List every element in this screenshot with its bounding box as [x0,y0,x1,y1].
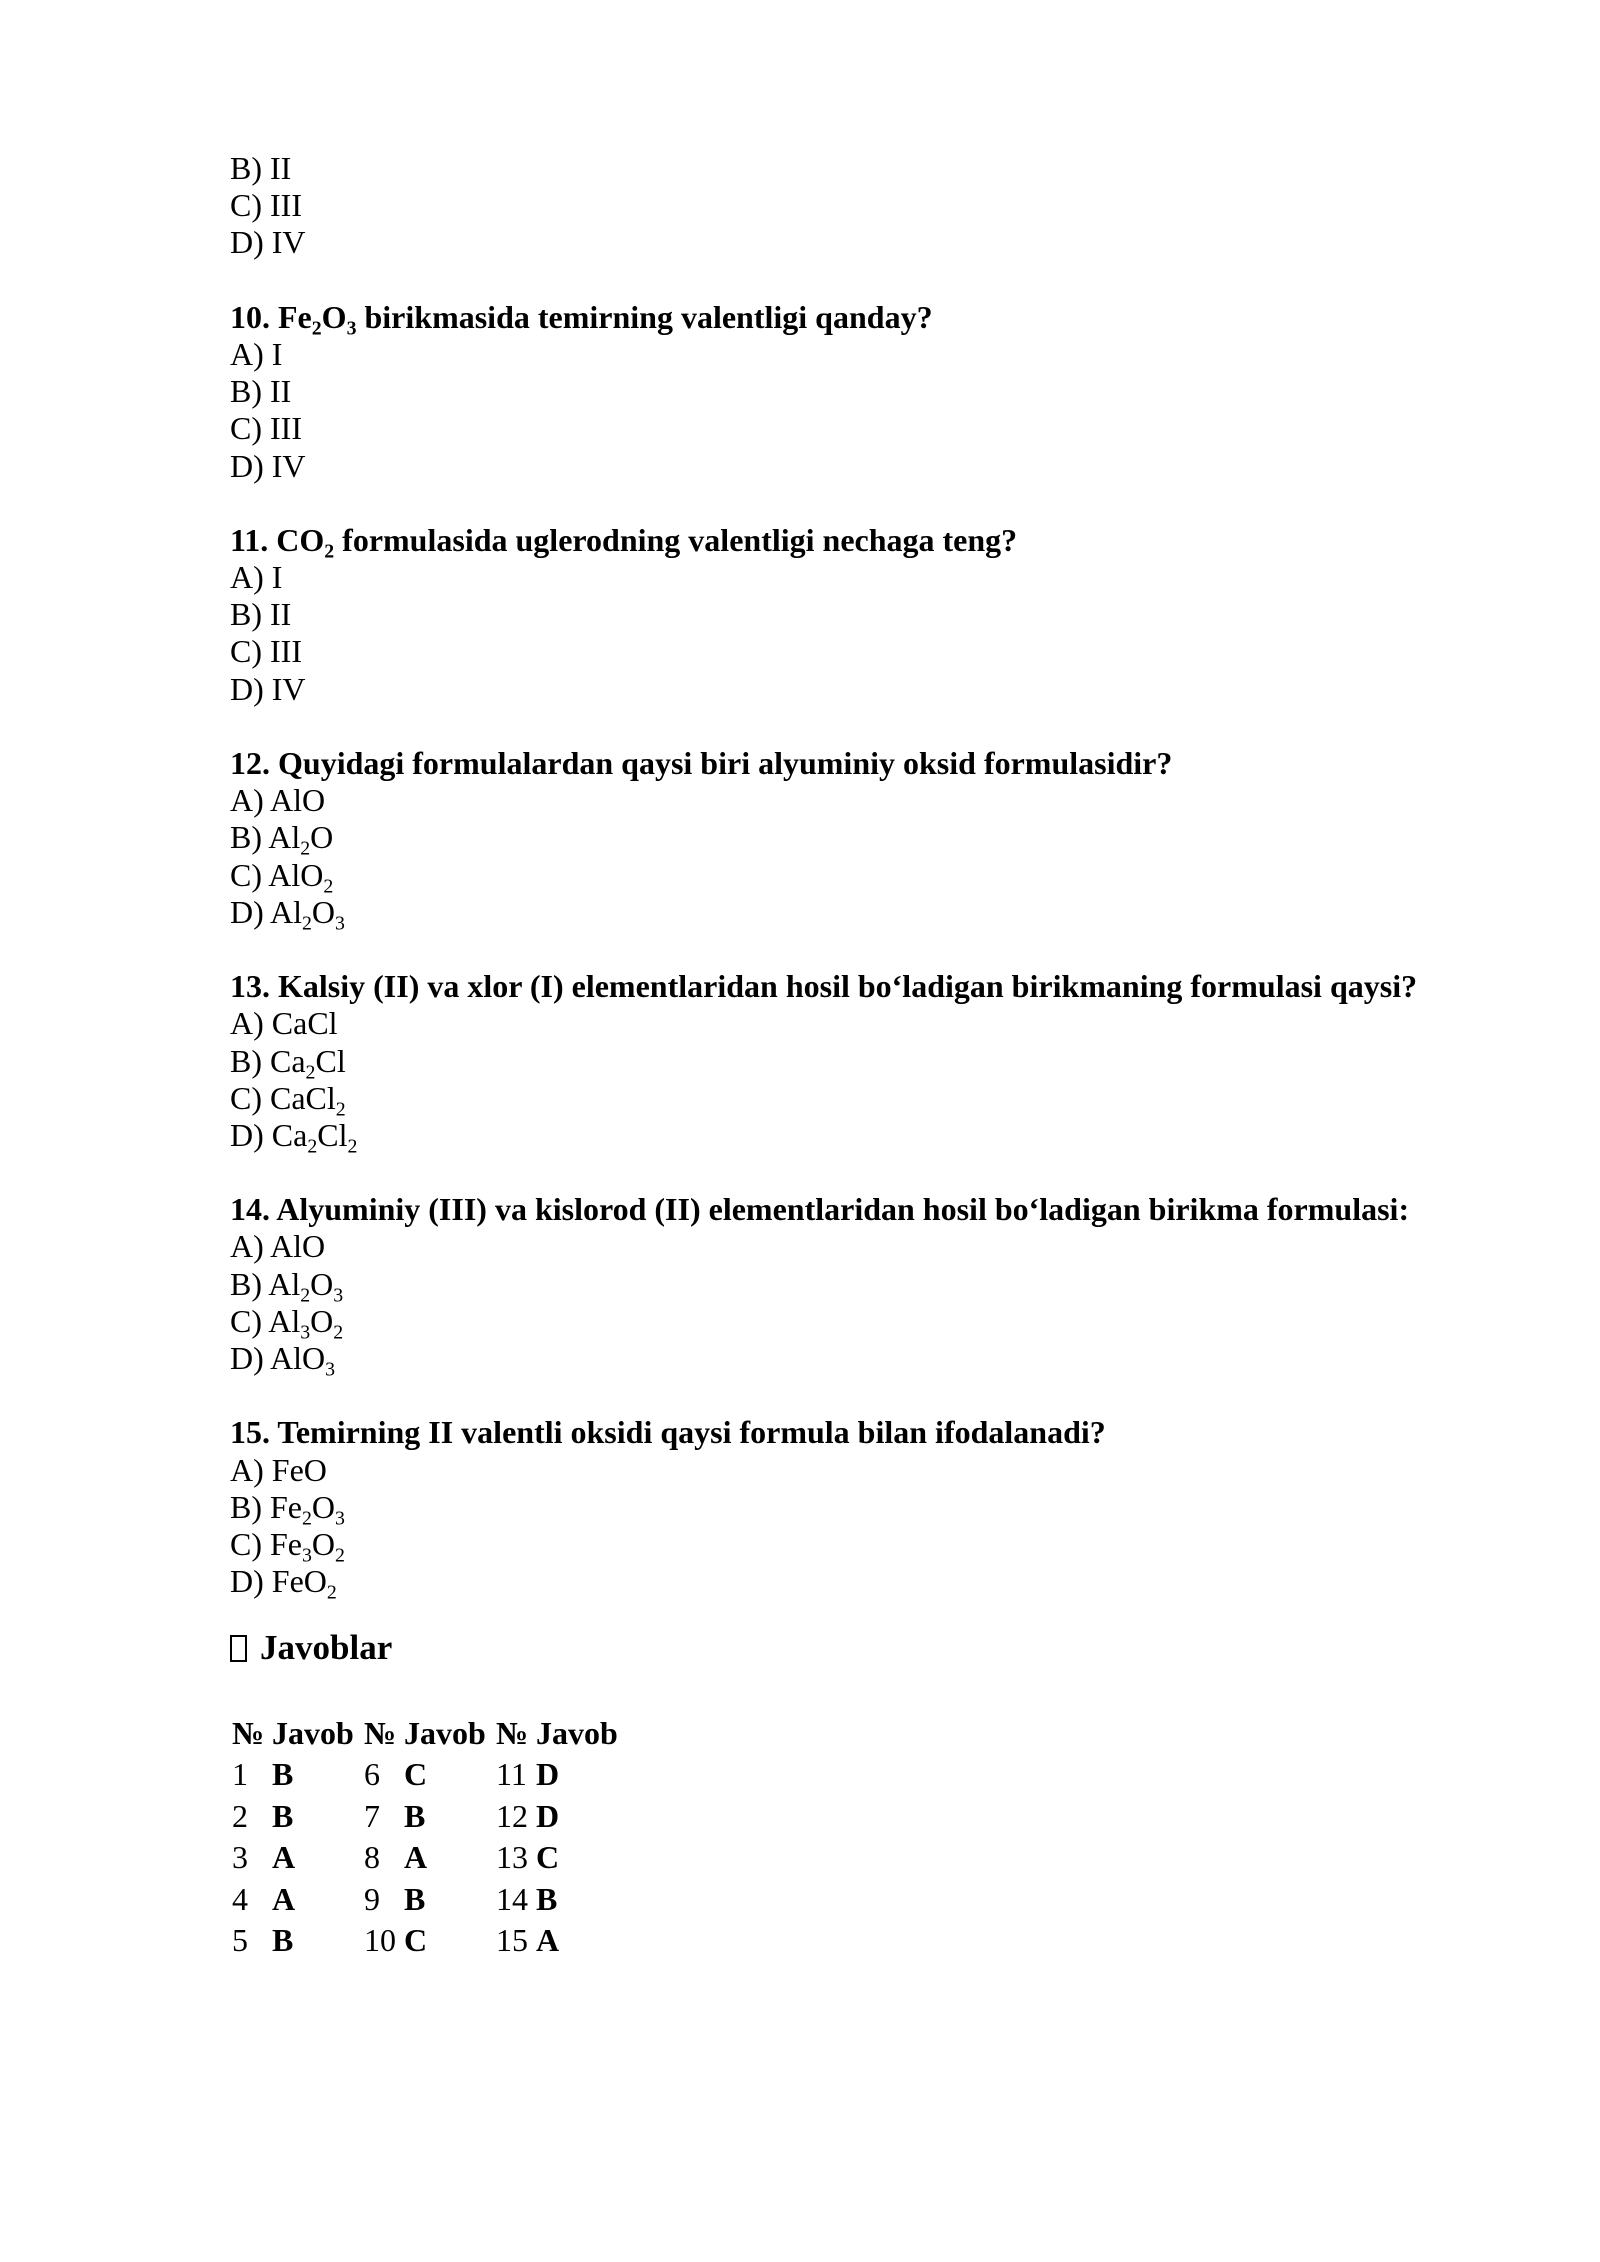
option-line [230,1452,1490,1489]
text-run: C) AlO [230,856,324,893]
answer-letter: C [404,1756,428,1793]
answers-row [232,1878,628,1920]
answer-number: 8 [364,1839,380,1876]
option-line [230,1525,1490,1567]
option-line [230,782,1490,819]
text-run: Alyuminiy (III) va kislorod (II) elementlaridan hosil bo‘ladigan birikma formulasi: [276,1191,1410,1228]
spacer [230,262,1490,299]
text-run: A) I [230,559,283,596]
answers-row [232,1795,628,1837]
option-line [230,633,1490,670]
answers-header-row [232,1712,628,1754]
text-run: C) Fe [230,1525,302,1562]
answer-number: 1 [232,1756,248,1793]
question-block [230,1377,1490,1604]
subscript: 2 [347,1135,358,1158]
text-run: B) Al [230,1265,301,1302]
option-line [230,1265,1490,1306]
option-line [230,1005,1490,1042]
text-run: O [311,1488,336,1525]
text-run: birikmasida temirning valentligi qanday? [356,298,933,335]
previous-question-options [230,150,1490,262]
text-run: A) CaCl [230,1005,338,1042]
text-run: O [310,1265,334,1302]
text-run: O [311,893,336,930]
answer-letter: A [272,1839,296,1876]
option-line [230,819,1490,860]
question-number: 15. [230,1414,270,1451]
subscript: 2 [335,1544,345,1567]
text-run: CO [276,521,325,558]
text-run: A) AlO [230,1228,326,1265]
text-run: C) CaCl [230,1079,336,1116]
text-run: Cl [317,1116,348,1153]
answer-number: 13 [496,1839,528,1876]
text-run: D) Ca [230,1116,308,1153]
answer-letter: C [404,1922,428,1959]
answer-letter: B [272,1922,294,1959]
option-line [230,1079,1490,1121]
subscript: 3 [302,1544,312,1567]
question-block [230,931,1490,1158]
answer-letter: D [536,1797,560,1834]
answer-number: 9 [364,1880,380,1917]
question-title [230,968,1490,1005]
answer-box-icon [230,1635,247,1662]
answer-letter: B [272,1797,294,1834]
document-content [230,150,1490,1961]
option-line [230,893,1490,935]
option-line [230,410,1490,447]
subscript: 3 [335,1507,345,1530]
text-run: A) I [230,335,283,372]
text-run: O [321,298,347,335]
text-run: C) Al [230,1302,301,1339]
answer-number: 5 [232,1922,248,1959]
answer-number: 15 [496,1922,528,1959]
text-run: O [310,819,334,856]
option-line [230,336,1490,373]
subscript: 2 [300,1283,311,1306]
question-title [230,1414,1490,1451]
header-number: № [364,1714,397,1751]
text-run: D) IV [230,670,306,707]
text-run: B) II [230,373,292,410]
answer-letter: A [536,1922,560,1959]
text-run: A) FeO [230,1451,327,1488]
answer-number: 3 [232,1839,248,1876]
subscript: 3 [346,317,357,340]
subscript: 2 [307,1135,318,1158]
subscript: 2 [300,837,311,860]
header-number: № [232,1714,265,1751]
option-line: B) II [230,150,292,186]
subscript: 3 [335,912,345,935]
answer-number: 12 [496,1797,528,1834]
spacer [230,931,1490,968]
text-run: O [310,1302,334,1339]
text-run: Temirning II valentli oksidi qaysi formula bilan ifodalanadi? [277,1414,1106,1451]
subscript: 2 [324,540,335,563]
question-number: 13. [230,968,270,1005]
text-run: Fe [278,298,312,335]
option-line [230,596,1490,633]
text-run: formulasida uglerodning valentligi nechaga teng? [334,521,1018,558]
option-line [230,1116,1490,1158]
text-run: B) Fe [230,1488,302,1525]
answer-letter: B [272,1756,294,1793]
text-run: Kalsiy (II) va xlor (I) elementlaridan hosil bo‘ladigan birikmaning formulasi qaysi? [278,968,1418,1005]
subscript: 2 [335,1098,346,1121]
option-line [230,671,1490,708]
question-number: 14. [230,1191,270,1228]
answer-letter: B [536,1880,558,1917]
answer-letter: B [404,1797,426,1834]
text-run: Cl [315,1042,346,1079]
answer-letter: D [536,1756,560,1793]
text-run: C) III [230,633,302,670]
question-number: 12. [230,745,270,781]
answer-number: 6 [364,1756,380,1793]
subscript: 3 [300,1321,311,1344]
answer-letter: A [404,1839,428,1876]
text-run: C) III [230,410,302,447]
header-answer: Javob [404,1714,486,1751]
subscript: 2 [326,1581,337,1604]
answer-number: 11 [496,1756,527,1793]
option-line [230,1302,1490,1344]
answer-letter: A [272,1880,296,1917]
option-line [230,856,1490,897]
option-line: D) IV [230,224,306,261]
text-run: D) FeO [230,1563,327,1600]
text-run: B) II [230,596,292,633]
subscript: 2 [302,1507,312,1530]
option-line [230,448,1490,485]
question-title [230,745,1490,782]
answers-row [232,1920,628,1962]
question-block [230,1154,1490,1381]
header-answer: Javob [272,1714,354,1751]
question-title [230,521,1490,563]
question-list [230,262,1490,1604]
answers-row [232,1837,628,1879]
answer-number: 2 [232,1797,248,1834]
subscript: 2 [302,912,312,935]
question-block [230,485,1490,708]
option-line [230,559,1490,596]
header-number: № [496,1714,529,1751]
spacer [230,1154,1490,1191]
text-run: O [311,1525,336,1562]
text-run: B) Ca [230,1042,306,1079]
answers-table [232,1712,628,1961]
question-block [230,708,1490,935]
option-line [230,1228,1490,1265]
answers-title: Javoblar [260,1628,393,1668]
question-number: 10. [230,298,270,335]
subscript: 2 [333,1321,344,1344]
spacer [230,1377,1490,1414]
subscript: 3 [333,1283,344,1306]
answer-number: 10 [364,1922,396,1959]
spacer [230,708,1490,745]
answer-number: 7 [364,1797,380,1834]
option-line [230,1340,1490,1381]
option-line [230,1488,1490,1530]
option-line [230,1563,1490,1604]
option-line [230,373,1490,410]
option-line: C) III [230,187,302,224]
option-line [230,1042,1490,1083]
text-run: A) AlO [230,782,326,819]
answer-letter: C [536,1839,560,1876]
subscript: 2 [305,1060,316,1083]
question-title [230,1191,1490,1228]
question-block [230,262,1490,485]
answers-heading [230,1624,1490,1672]
spacer [230,485,1490,522]
answers-row [232,1754,628,1796]
answer-letter: B [404,1880,426,1917]
subscript: 2 [311,317,322,340]
subscript: 3 [325,1358,336,1381]
text-run: Quyidagi formulalardan qaysi biri alyuminiy oksid formulasidir? [278,745,1173,781]
subscript: 2 [323,874,334,897]
answer-number: 4 [232,1880,248,1917]
text-run: D) IV [230,447,306,484]
text-run: D) AlO [230,1340,326,1376]
header-answer: Javob [536,1714,618,1751]
answer-number: 14 [496,1880,528,1917]
text-run: B) Al [230,819,301,856]
text-run: D) Al [230,893,302,930]
question-number: 11. [230,521,269,558]
question-title [230,298,1490,340]
